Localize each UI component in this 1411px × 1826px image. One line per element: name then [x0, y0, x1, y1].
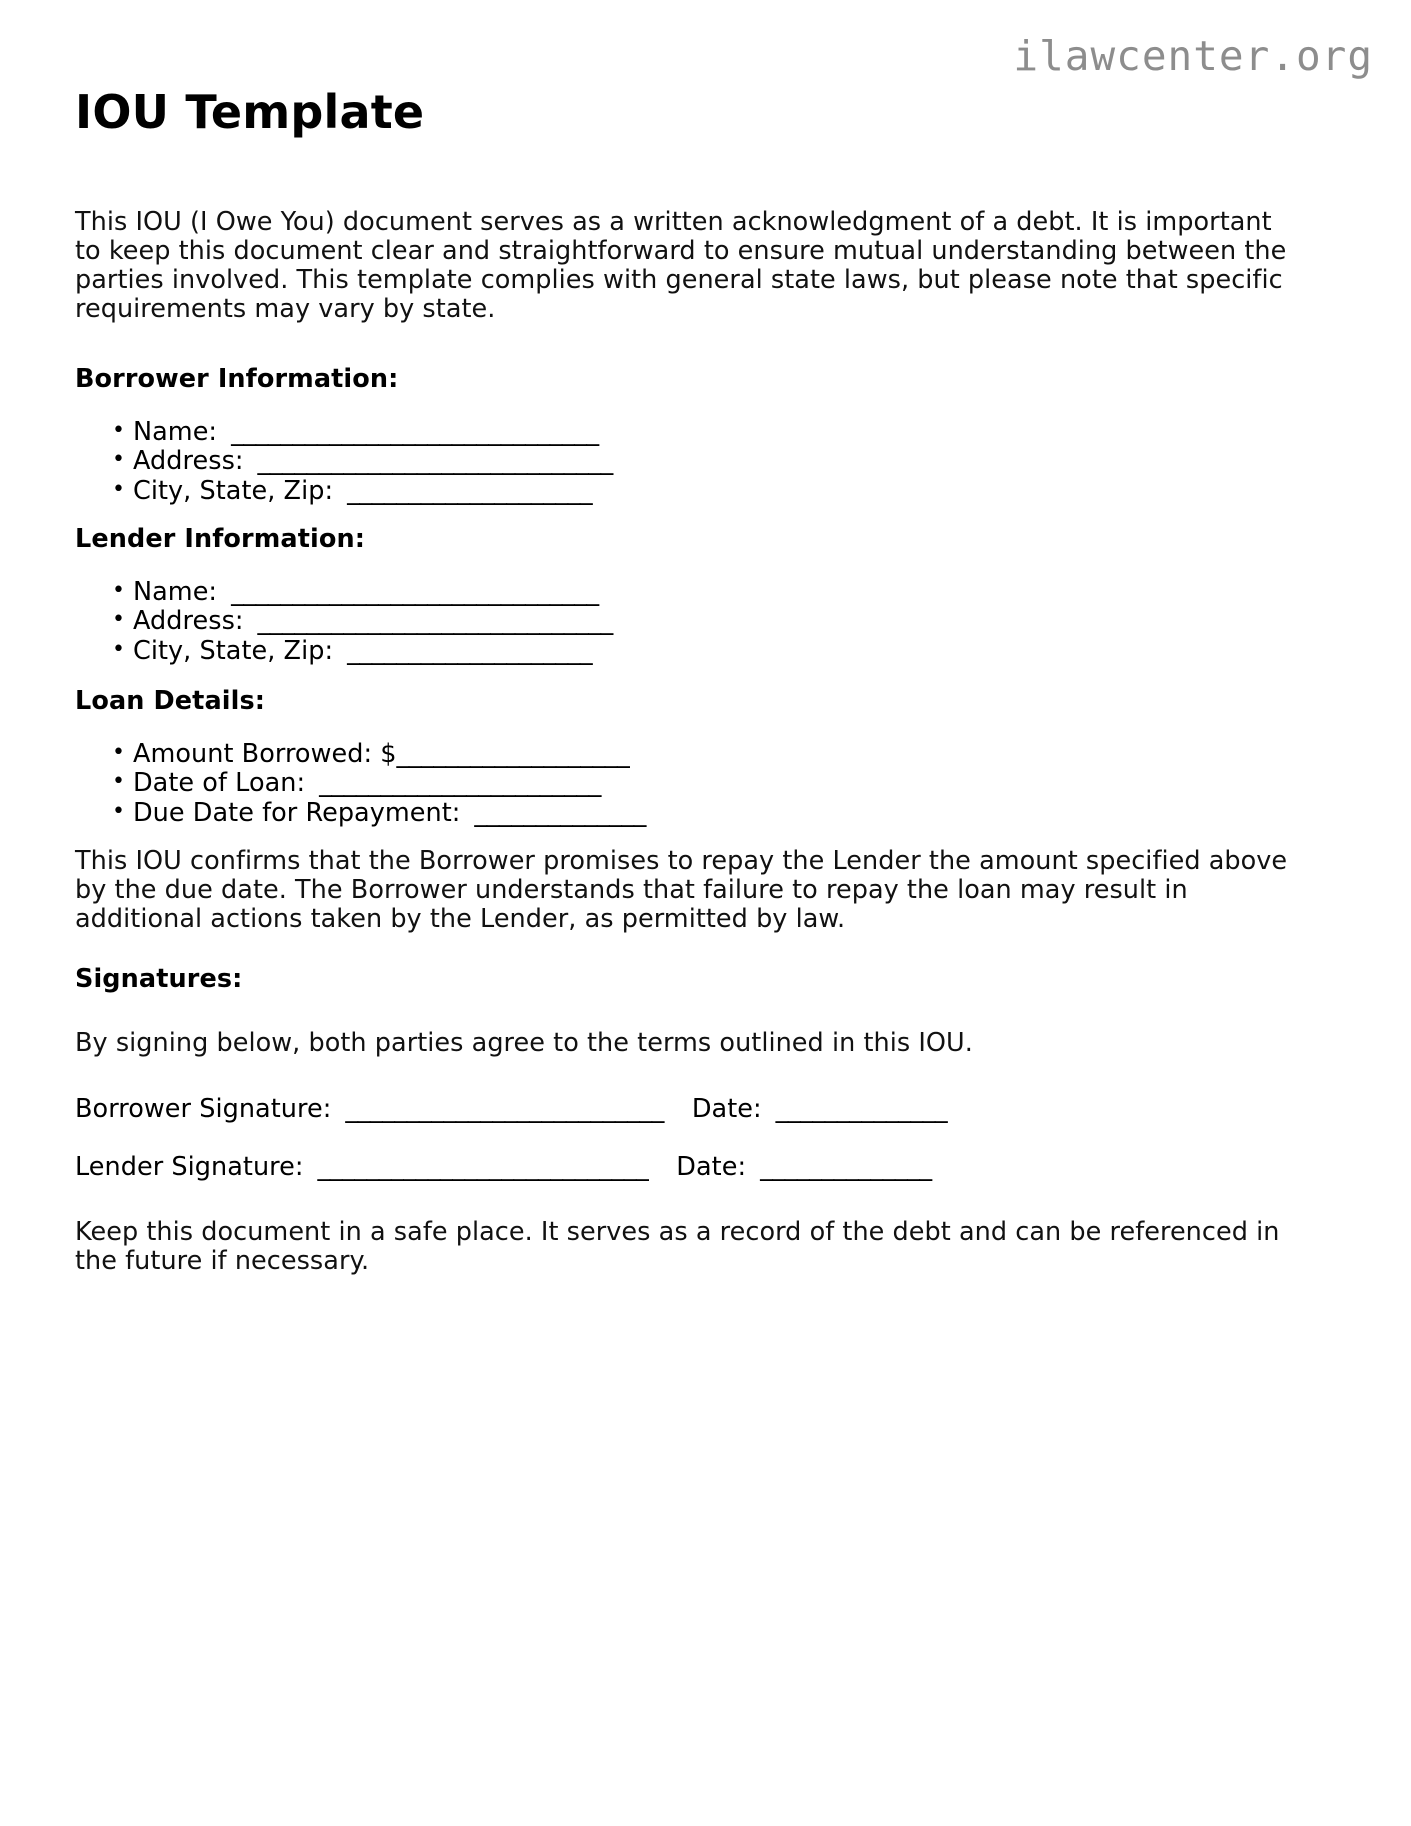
borrower-address-label: Address: [133, 446, 244, 477]
loan-details-section [75, 687, 1300, 828]
due-date-blank: ______________ [474, 797, 646, 828]
signature-agreement-text: By signing below, both parties agree to the terms outlined in this IOU. [75, 1028, 973, 1059]
lender-field-list [75, 578, 1300, 666]
lender-name-field[interactable] [75, 578, 1300, 607]
lender-address-field[interactable] [75, 607, 1300, 636]
lender-date-label: Date: [676, 1152, 747, 1183]
borrower-information-heading: Borrower Information: [75, 364, 399, 394]
signatures-heading: Signatures: [75, 964, 243, 994]
lender-signature-blank: ___________________________ [317, 1152, 649, 1183]
lender-citystatezip-label: City, State, Zip: [133, 635, 334, 666]
lender-information-heading: Lender Information: [75, 524, 366, 554]
signatures-section [75, 965, 1300, 1275]
borrower-address-field[interactable] [75, 447, 1300, 476]
lender-date-blank: ______________ [760, 1152, 932, 1183]
borrower-date-blank: ______________ [775, 1093, 948, 1124]
confirmation-paragraph: This IOU confirms that the Borrower promises to repay the Lender the amount specified above by the due date. The Borrower understands that failure to repay the loan may result in additional actions taken by the Lender, as permitted by law. [75, 846, 1288, 934]
borrower-information-section [75, 365, 1300, 506]
lender-information-section [75, 525, 1300, 666]
borrower-signature-label: Borrower Signature: [75, 1093, 332, 1124]
date-of-loan-field[interactable] [75, 769, 1300, 798]
lender-citystatezip-blank: ____________________ [347, 635, 593, 666]
date-of-loan-label: Date of Loan: [133, 768, 306, 799]
lender-signature-row[interactable] [75, 1153, 1300, 1182]
borrower-signature-blank: __________________________ [345, 1093, 664, 1124]
borrower-citystatezip-label: City, State, Zip: [133, 475, 334, 506]
amount-borrowed-label: Amount Borrowed: $ [133, 739, 397, 770]
due-date-field[interactable] [75, 799, 1300, 828]
borrower-citystatezip-blank: ____________________ [347, 475, 593, 506]
loan-field-list [75, 740, 1300, 828]
site-watermark: ilawcenter.org [1013, 32, 1373, 80]
amount-borrowed-blank: ___________________ [396, 739, 630, 770]
due-date-label: Due Date for Repayment: [133, 797, 461, 828]
intro-paragraph: This IOU (I Owe You) document serves as a written acknowledgment of a debt. It is important to keep this document clear and straightforward to ensure mutual understanding between the parties involved. This template complies with general state laws, but please note that specific requirements may vary by state. [75, 207, 1287, 324]
lender-name-label: Name: [133, 577, 218, 608]
amount-borrowed-field[interactable] [75, 740, 1300, 769]
borrower-address-blank: _____________________________ [257, 446, 613, 477]
borrower-name-field[interactable] [75, 418, 1300, 447]
closing-paragraph: Keep this document in a safe place. It serves as a record of the debt and can be referenced in the future if necessary. [75, 1216, 1280, 1276]
lender-signature-label: Lender Signature: [75, 1152, 304, 1183]
borrower-field-list [75, 418, 1300, 506]
borrower-name-label: Name: [133, 417, 218, 448]
lender-name-blank: ______________________________ [231, 577, 599, 608]
lender-citystatezip-field[interactable] [75, 637, 1300, 666]
loan-details-heading: Loan Details: [75, 686, 266, 716]
intro-paragraph-wrap [75, 208, 1300, 324]
lender-address-blank: _____________________________ [257, 606, 613, 637]
page-title: IOU Template [75, 85, 425, 139]
borrower-name-blank: ______________________________ [231, 417, 599, 448]
lender-address-label: Address: [133, 606, 244, 637]
confirmation-paragraph-wrap [75, 847, 1300, 934]
borrower-signature-row[interactable] [75, 1095, 1300, 1124]
borrower-date-label: Date: [691, 1093, 762, 1124]
borrower-citystatezip-field[interactable] [75, 477, 1300, 506]
date-of-loan-blank: _______________________ [319, 768, 601, 799]
